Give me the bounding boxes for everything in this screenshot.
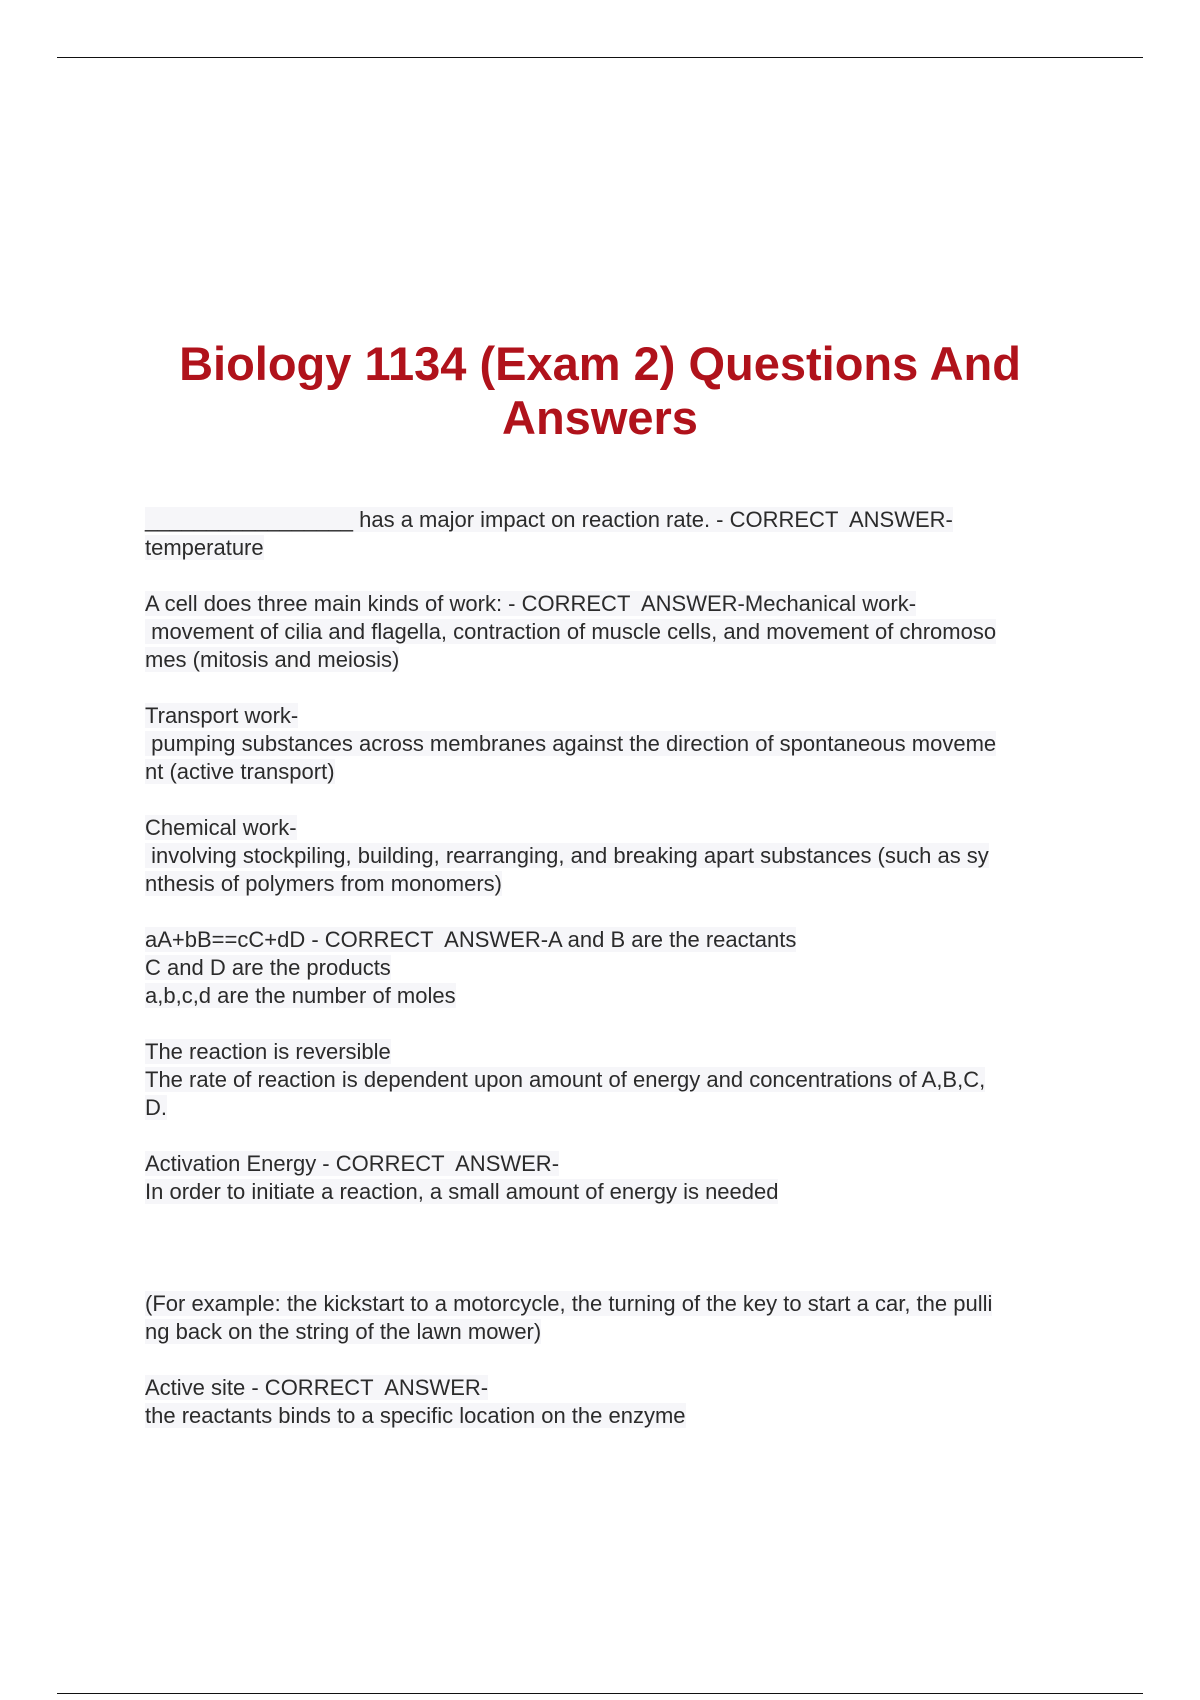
qa-block-cell-work <box>145 590 1090 674</box>
text-line: Active site - CORRECT ANSWER- <box>145 1375 489 1400</box>
qa-block-active-site <box>145 1374 1090 1430</box>
qa-block-reaction-equation <box>145 926 1090 1010</box>
text-line: temperature <box>145 535 264 560</box>
text-line: a,b,c,d are the number of moles <box>145 983 456 1008</box>
text-line: aA+bB==cC+dD - CORRECT ANSWER-A and B are the reactants <box>145 927 797 952</box>
text-line: The rate of reaction is dependent upon amount of energy and concentrations of A,B,C, <box>145 1067 986 1092</box>
text-line: The reaction is reversible <box>145 1039 391 1064</box>
paragraph-transport-work <box>145 702 1090 786</box>
text-line: pumping substances across membranes against the direction of spontaneous moveme <box>145 731 997 756</box>
paragraph-activation-example <box>145 1290 1090 1346</box>
bottom-rule <box>57 1693 1143 1694</box>
text-line: the reactants binds to a specific location on the enzyme <box>145 1403 686 1428</box>
qa-block-activation-energy <box>145 1150 1090 1206</box>
top-rule <box>57 57 1143 58</box>
text-line: ng back on the string of the lawn mower) <box>145 1319 542 1344</box>
text-line: nthesis of polymers from monomers) <box>145 871 502 896</box>
text-line: Transport work- <box>145 703 299 728</box>
text-line: Activation Energy - CORRECT ANSWER- <box>145 1151 560 1176</box>
text-line: (For example: the kickstart to a motorcycle, the turning of the key to start a car, the pulli <box>145 1291 993 1316</box>
text-line: involving stockpiling, building, rearranging, and breaking apart substances (such as sy <box>145 843 989 868</box>
text-line: _________________ has a major impact on reaction rate. - CORRECT ANSWER- <box>145 507 953 532</box>
qa-block-reaction-rate <box>145 506 1090 562</box>
document-title: Biology 1134 (Exam 2) Questions And Answers <box>179 337 1021 444</box>
blank-spacer <box>145 1234 1090 1290</box>
text-line: movement of cilia and flagella, contraction of muscle cells, and movement of chromoso <box>145 619 997 644</box>
paragraph-chemical-work <box>145 814 1090 898</box>
text-line: A cell does three main kinds of work: - CORRECT ANSWER-Mechanical work- <box>145 591 917 616</box>
document-body <box>145 506 1090 1458</box>
text-line: Chemical work- <box>145 815 297 840</box>
text-line: nt (active transport) <box>145 759 335 784</box>
text-line: In order to initiate a reaction, a small amount of energy is needed <box>145 1179 779 1204</box>
text-line: mes (mitosis and meiosis) <box>145 647 400 672</box>
text-line: D. <box>145 1095 167 1120</box>
text-line: C and D are the products <box>145 955 391 980</box>
paragraph-reversible-reaction <box>145 1038 1090 1122</box>
